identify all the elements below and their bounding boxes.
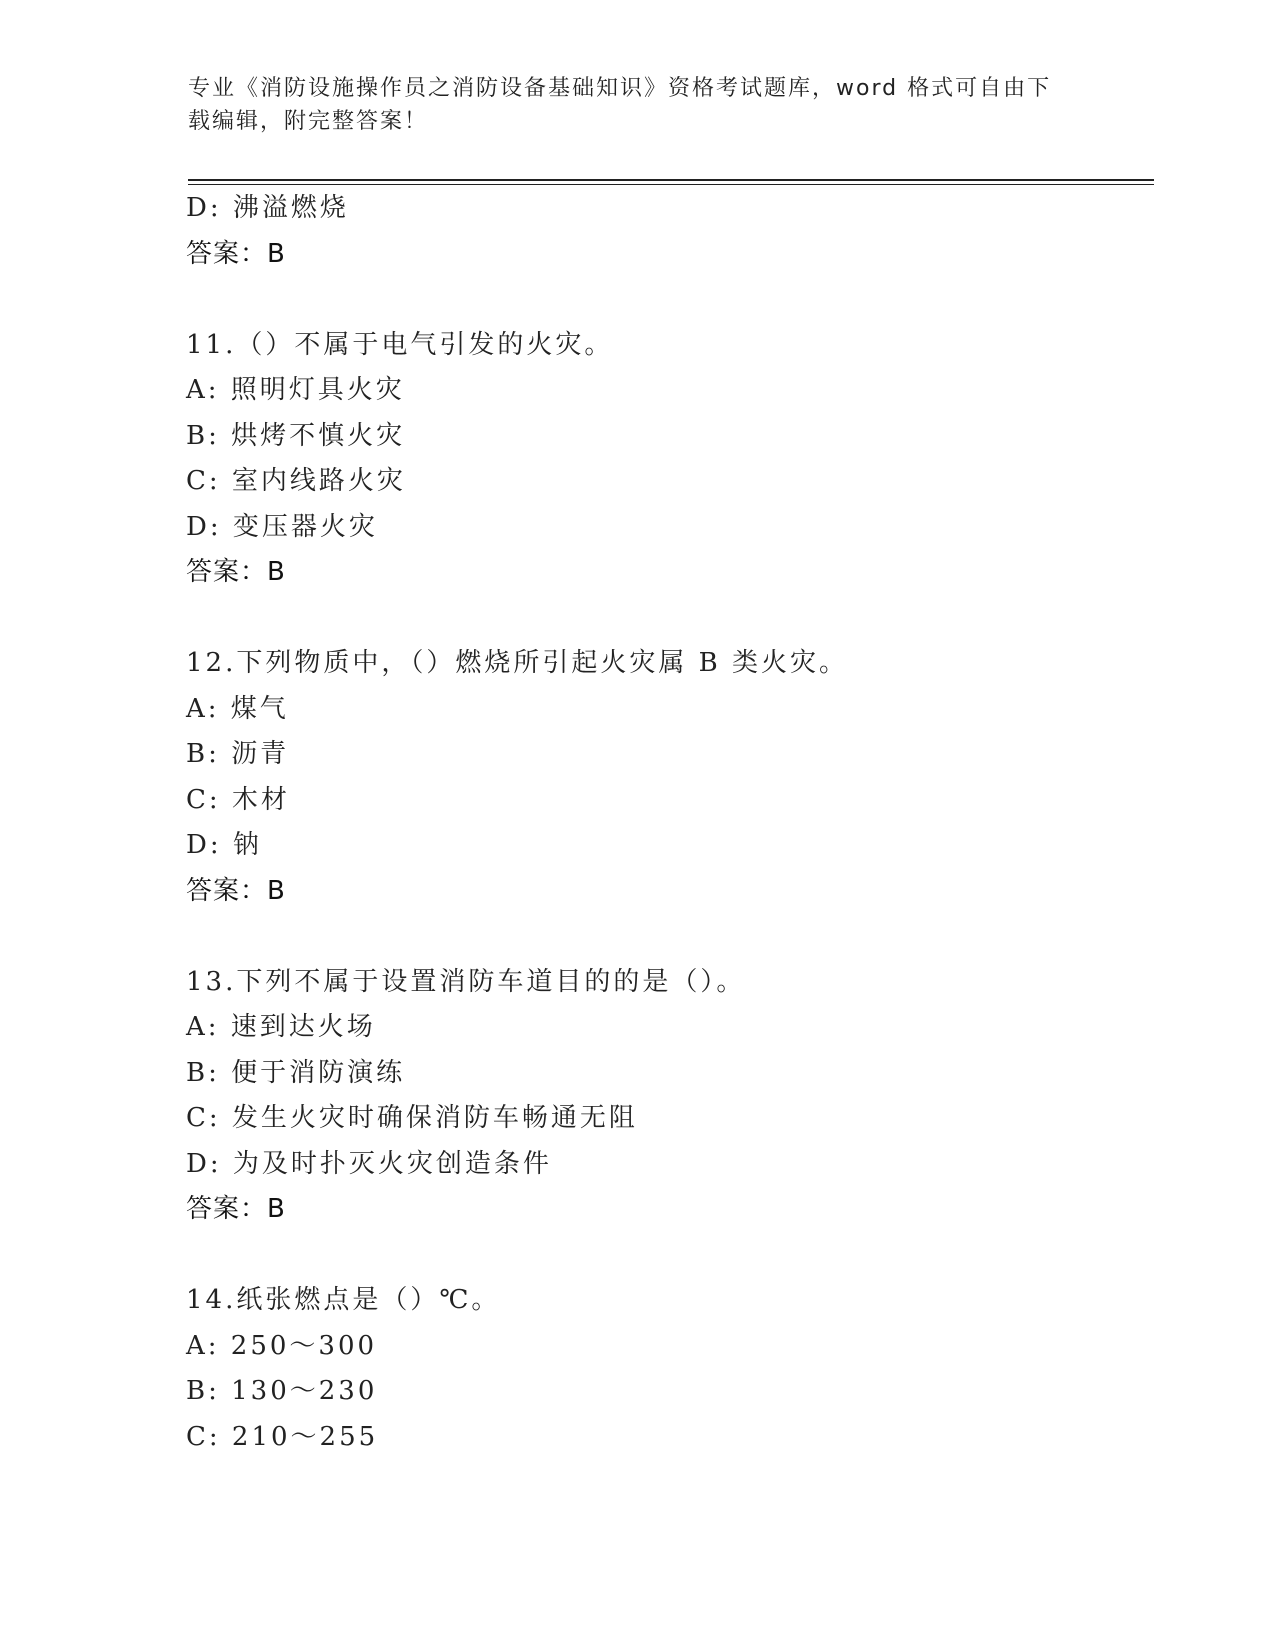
option-a: A: 照明灯具火灾 <box>186 375 405 405</box>
header-divider-thick <box>188 179 1154 181</box>
answer-line: 答案：B <box>186 557 286 587</box>
option-d: D: 变压器火灾 <box>186 511 378 542</box>
option-c: C: 室内线路火灾 <box>186 466 406 496</box>
option-c: C: 210～255 <box>186 1421 379 1452</box>
question-12 <box>186 641 1146 914</box>
question-stem: 13.下列不属于设置消防车道目的的是（）。 <box>186 966 746 997</box>
question-10-tail <box>186 186 1146 277</box>
answer-line: 答案：B <box>186 238 286 269</box>
header-line-2: 载编辑，附完整答案！ <box>188 109 429 134</box>
option-a: A: 速到达火场 <box>186 1012 376 1042</box>
option-b: B: 便于消防演练 <box>186 1057 406 1088</box>
answer-line: 答案：B <box>186 875 286 906</box>
option-b: B: 沥青 <box>186 739 290 769</box>
option-d: D: 沸溢燃烧 <box>186 193 349 223</box>
option-c: C: 发生火灾时确保消防车畅通无阻 <box>186 1103 638 1133</box>
question-list <box>186 186 1146 1460</box>
question-11 <box>186 323 1146 596</box>
header-divider-thin <box>188 184 1154 185</box>
option-b: B: 130～230 <box>186 1376 378 1406</box>
option-a: A: 250～300 <box>186 1330 378 1361</box>
header-line-1: 专业《消防设施操作员之消防设备基础知识》资格考试题库，word 格式可自由下 <box>188 76 1052 101</box>
option-d: D: 为及时扑灭火灾创造条件 <box>186 1148 552 1179</box>
document-header <box>188 72 1088 138</box>
option-b: B: 烘烤不慎火灾 <box>186 420 406 451</box>
option-c: C: 木材 <box>186 784 290 815</box>
question-14 <box>186 1278 1146 1460</box>
option-d: D: 钠 <box>186 830 262 860</box>
question-13 <box>186 960 1146 1233</box>
question-stem: 11.（）不属于电气引发的火灾。 <box>186 329 614 360</box>
question-stem: 14.纸张燃点是（）℃。 <box>186 1285 501 1315</box>
answer-line: 答案：B <box>186 1194 286 1224</box>
question-stem: 12.下列物质中，（）燃烧所引起火灾属 B 类火灾。 <box>186 648 848 678</box>
option-a: A: 煤气 <box>186 693 289 724</box>
